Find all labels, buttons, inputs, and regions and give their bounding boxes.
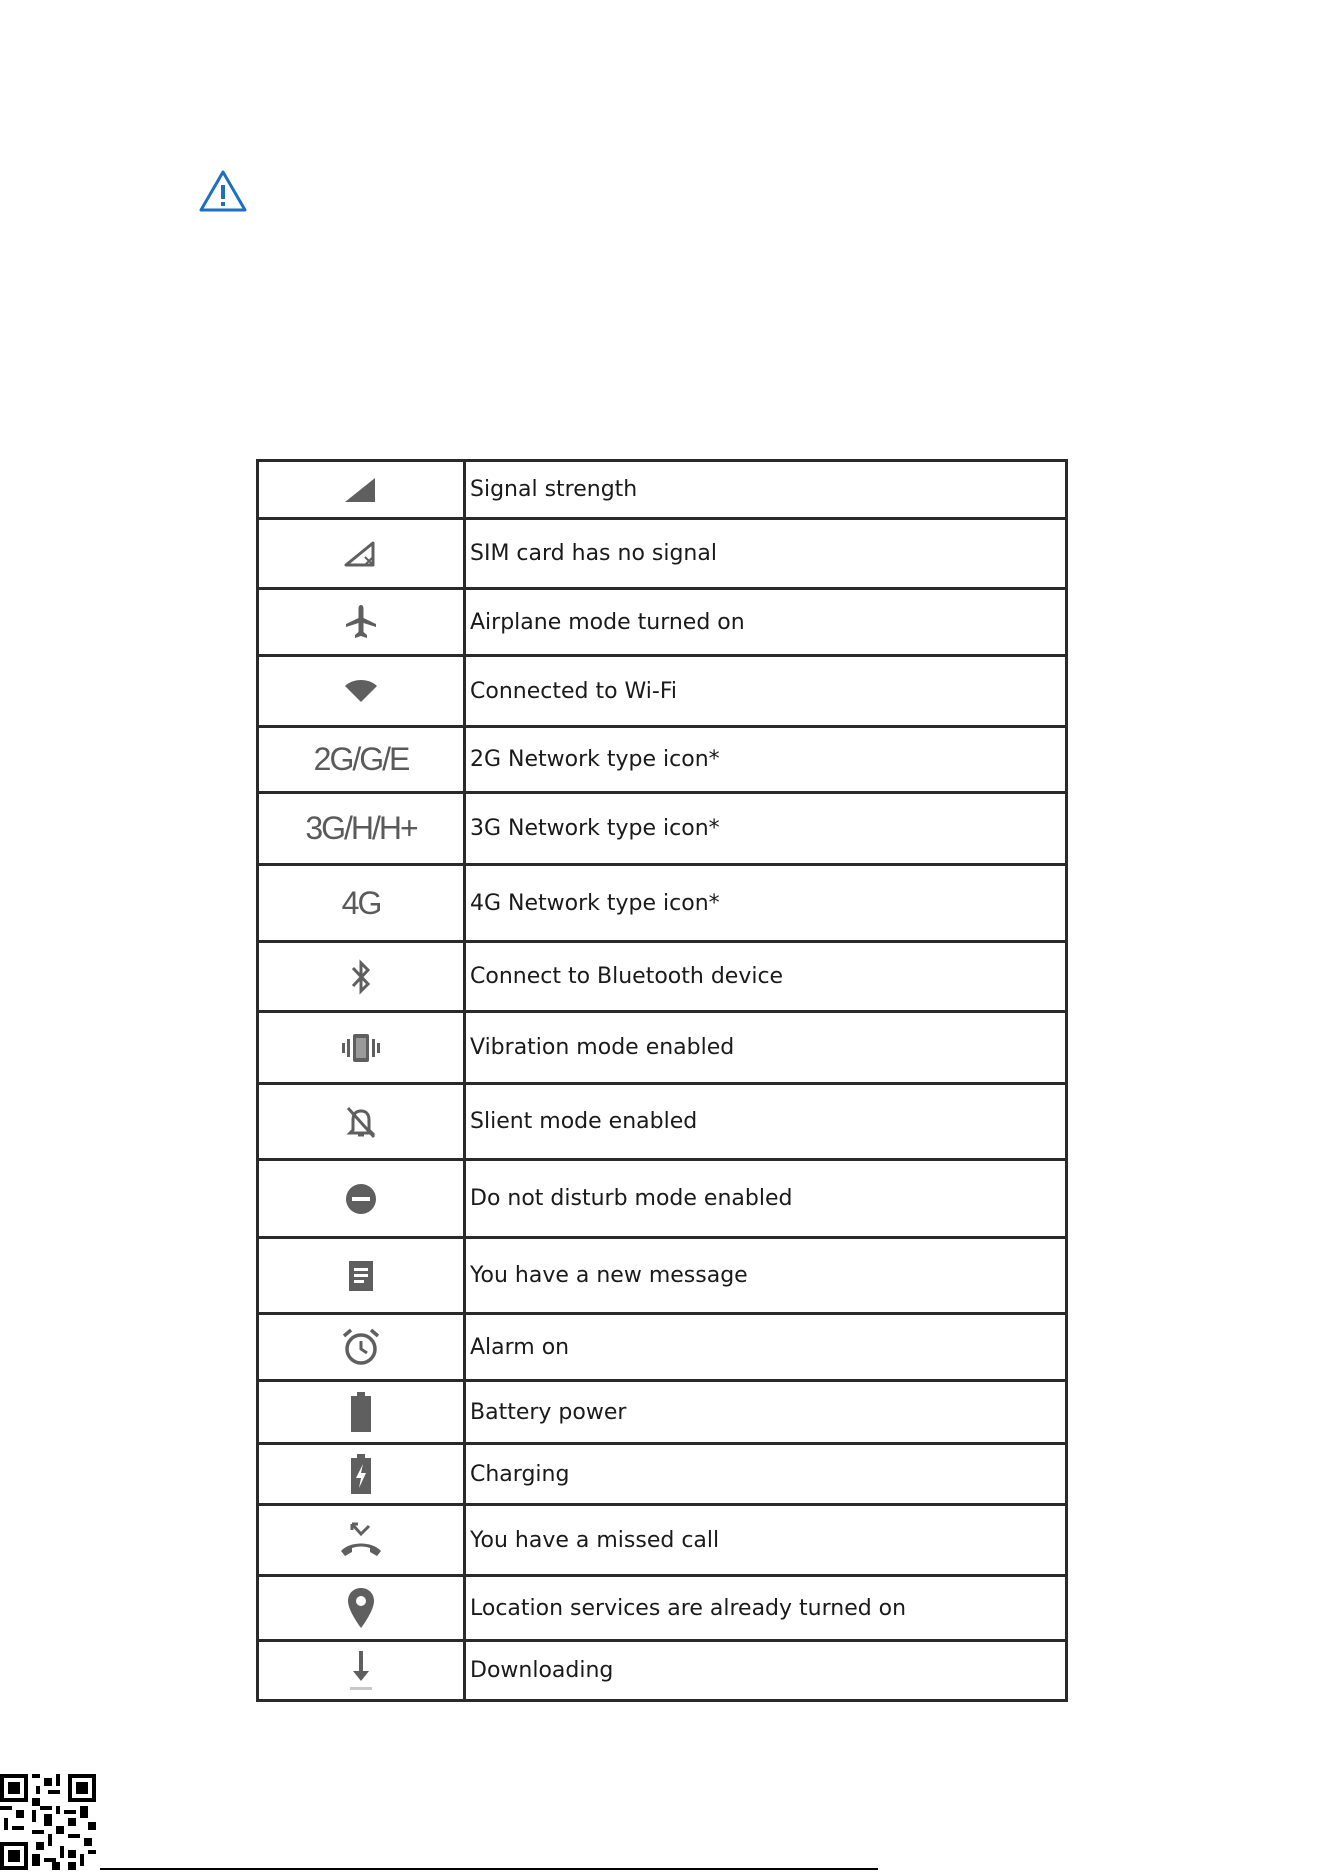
vibration-icon [340, 1031, 382, 1065]
table-row [258, 865, 1067, 942]
icon-cell [258, 865, 465, 942]
qr-code-icon [0, 1774, 96, 1870]
table-row [258, 1381, 1067, 1444]
warning-triangle-icon [198, 168, 248, 214]
table-row [258, 1012, 1067, 1084]
airplane-icon [344, 604, 378, 640]
table-row [258, 793, 1067, 865]
table-row [258, 1084, 1067, 1160]
description-cell: Connected to Wi-Fi [465, 656, 1067, 727]
table-row [258, 942, 1067, 1012]
description-cell: You have a new message [465, 1238, 1067, 1314]
description-cell: Downloading [465, 1641, 1067, 1701]
icon-cell [258, 656, 465, 727]
table-row [258, 1576, 1067, 1641]
table-row [258, 1314, 1067, 1381]
wifi-icon [343, 678, 379, 704]
icon-cell [258, 461, 465, 519]
description-cell: 3G Network type icon* [465, 793, 1067, 865]
description-cell: SIM card has no signal [465, 519, 1067, 589]
battery-icon [349, 1391, 373, 1433]
description-cell: 4G Network type icon* [465, 865, 1067, 942]
location-icon [345, 1586, 377, 1630]
message-icon [346, 1259, 376, 1293]
icon-cell [258, 1381, 465, 1444]
icon-cell [258, 1314, 465, 1381]
icon-cell [258, 793, 465, 865]
no-signal-icon [343, 540, 379, 568]
icon-cell [258, 1238, 465, 1314]
description-cell: You have a missed call [465, 1505, 1067, 1576]
icon-cell [258, 1444, 465, 1505]
description-cell: Connect to Bluetooth device [465, 942, 1067, 1012]
icon-cell [258, 1505, 465, 1576]
description-cell: 2G Network type icon* [465, 727, 1067, 793]
table-row [258, 727, 1067, 793]
table-row [258, 1505, 1067, 1576]
do-not-disturb-icon [344, 1182, 378, 1216]
description-cell: Slient mode enabled [465, 1084, 1067, 1160]
network-3g-icon: 3G/H/H+ [305, 810, 417, 846]
table-row [258, 461, 1067, 519]
icon-cell [258, 1012, 465, 1084]
table-row [258, 1641, 1067, 1701]
description-cell: Charging [465, 1444, 1067, 1505]
table-row [258, 1238, 1067, 1314]
icon-cell [258, 1084, 465, 1160]
network-4g-icon: 4G [341, 884, 381, 921]
description-cell: Signal strength [465, 461, 1067, 519]
table-row [258, 589, 1067, 656]
charging-icon [349, 1453, 373, 1495]
network-2g-icon: 2G/G/E [313, 741, 409, 777]
icon-cell [258, 519, 465, 589]
icon-cell [258, 1160, 465, 1238]
description-cell: Vibration mode enabled [465, 1012, 1067, 1084]
bluetooth-icon [348, 958, 374, 996]
signal-strength-icon [343, 476, 379, 504]
icon-cell [258, 942, 465, 1012]
description-cell: Battery power [465, 1381, 1067, 1444]
description-cell: Airplane mode turned on [465, 589, 1067, 656]
description-cell: Location services are already turned on [465, 1576, 1067, 1641]
missed-call-icon [338, 1521, 384, 1559]
icon-cell [258, 589, 465, 656]
download-icon [346, 1649, 376, 1693]
icon-cell [258, 727, 465, 793]
silent-icon [344, 1104, 378, 1140]
icon-cell [258, 1576, 465, 1641]
description-cell: Alarm on [465, 1314, 1067, 1381]
icon-cell [258, 1641, 465, 1701]
footer-divider [100, 1868, 878, 1870]
table-row [258, 519, 1067, 589]
table-row [258, 656, 1067, 727]
alarm-icon [341, 1327, 381, 1367]
status-icon-table [256, 459, 1068, 1702]
table-row [258, 1160, 1067, 1238]
description-cell: Do not disturb mode enabled [465, 1160, 1067, 1238]
table-row [258, 1444, 1067, 1505]
